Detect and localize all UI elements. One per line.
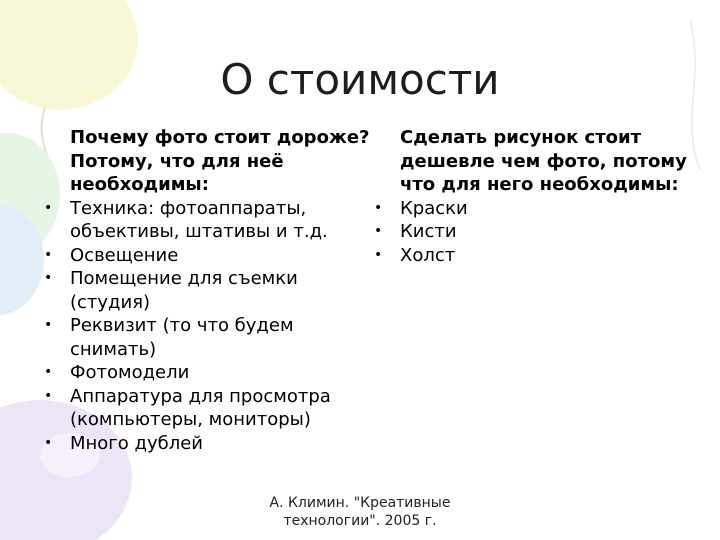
bullet-icon: •: [44, 434, 53, 451]
source-caption: А. Климин. "Креативные технологии". 2005 г.: [269, 495, 451, 529]
right-column: [370, 126, 690, 267]
bullet-icon: •: [44, 364, 53, 380]
left-bullet-list: [40, 197, 370, 456]
list-item: • Освещение: [44, 244, 179, 266]
right-column-heading: Сделать рисунок стоит дешевле чем фото, потому что для него необходимы:: [400, 127, 687, 195]
bullet-icon: •: [44, 270, 53, 286]
bullet-icon: •: [44, 387, 53, 404]
list-item: • Аппаратура для просмотра (компьютеры, мониторы): [44, 385, 331, 430]
bullet-icon: •: [44, 317, 53, 333]
list-item: • Помещение для съемки (студия): [44, 268, 298, 313]
bullet-icon: •: [374, 199, 383, 216]
bullet-icon: •: [374, 246, 383, 263]
bullet-icon: •: [44, 199, 53, 216]
list-item: • Реквизит (то что будем снимать): [44, 315, 294, 360]
bullet-icon: •: [374, 223, 383, 239]
bullet-icon: •: [44, 246, 53, 263]
list-item: • Холст: [374, 244, 456, 266]
list-item: • Много дублей: [44, 432, 203, 454]
right-bullet-list: [370, 197, 690, 268]
left-column-heading: Почему фото стоит дороже? Потому, что для неё необходимы:: [70, 127, 370, 195]
list-item: • Краски: [374, 197, 468, 219]
slide-title: О стоимости: [220, 55, 500, 104]
list-item: • Фотомодели: [44, 362, 190, 383]
list-item: • Техника: фотоаппараты, объективы, штативы и т.д.: [44, 197, 328, 242]
list-item: • Кисти: [374, 221, 457, 242]
left-column: [40, 126, 370, 455]
